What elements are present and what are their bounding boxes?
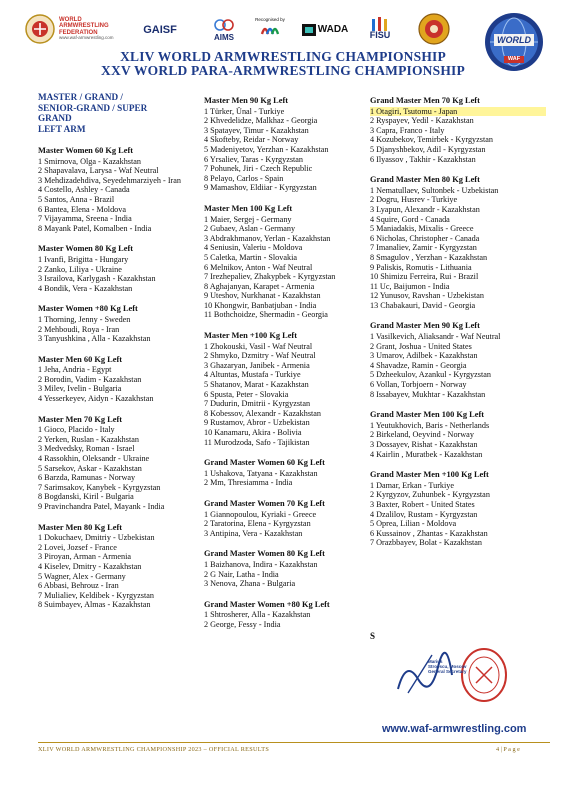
result-entry: 2 Mm, Thresiamma - India [204,478,293,488]
result-entry: 1 Nematullaev, Sultonbek - Uzbekistan [370,185,499,195]
footer-text: XLIV WORLD ARMWRESTLING CHAMPIONSHIP 2023 – OFFICIAL RESULTS [38,746,270,753]
title-line-1: XLIV WORLD ARMWRESTLING CHAMPIONSHIP [120,49,446,64]
result-entry: 4 Yesserkeyev, Aidyn - Kazakhstan [38,394,154,404]
group-title: Master Women 80 Kg Left [38,244,134,254]
result-group [370,321,546,399]
category-heading-line: GRAND [38,113,72,123]
results-column-3 [370,96,546,559]
result-entry: 3 Umarov, Adilbek - Kazakhstan [370,351,478,361]
result-entry: 8 Aghajanyan, Karapet - Armenia [204,281,315,291]
group-title: Master Men 70 Kg Left [38,414,123,424]
result-entry: 1 Maier, Sergej - Germany [204,214,292,224]
results-column-2 [204,96,370,641]
emblem-logo [417,12,451,46]
result-entry: 7 Pohunek, Jiri - Czech Republic [204,164,313,174]
waf-logo: WORLD ARMWRESTLING FEDERATION www.waf-armwrestling.com [59,17,114,41]
result-entry: 6 Yrsaliev, Taras - Kyrgyzstan [204,154,304,164]
stamp-icon [392,645,512,705]
result-entry: 2 Birkeland, Oeyvind - Norway [370,430,474,440]
group-title: Grand Master Men 70 Kg Left [370,96,480,105]
result-entry: 4 Bondik, Vera - Kazakhstan [38,283,133,293]
group-title: Grand Master Women +80 Kg Left [204,599,330,609]
result-group [370,96,546,164]
result-entry: 6 Abbasi, Behrouz - Iran [38,581,119,591]
group-title: Grand Master Women 60 Kg Left [204,458,325,468]
result-entry: 2 Gubaev, Aslan - Germany [204,224,296,234]
result-entry: 2 Borodin, Vadim - Kazakhstan [38,374,142,384]
result-entry: 8 Mayank Patel, Komalben - India [38,223,152,233]
result-entry: 9 Uteshov, Nurkhanat - Kazakhstan [204,291,321,301]
result-entry: 3 Capra, Franco - Italy [370,125,445,135]
result-entry: 5 Wagner, Alex - Germany [38,571,126,581]
result-entry: 2 Yerken, Ruslan - Kazakhstan [38,434,139,444]
group-title: Master Men 90 Kg Left [204,96,289,105]
result-entry: 8 Bogdanski, Kiril - Bulgaria [38,492,134,502]
result-entry: 2 Zanko, Liliya - Ukraine [38,264,122,274]
result-entry: 6 Melnikov, Anton - Waf Neutral [204,262,313,272]
result-entry: 10 Kanamaru, Akira - Bolivia [204,428,302,437]
category-heading-line: SENIOR-GRAND / SUPER [38,102,148,113]
result-entry: 3 Milev, Ivelin - Bulgaria [38,384,122,394]
result-entry: 3 Dossayev, Rishat - Kazakhstan [370,440,478,449]
group-title: Grand Master Women 80 Kg Left [204,549,325,559]
result-entry: 9 Paliskis, Romutis - Lithuania [370,262,472,272]
result-entry: 5 Oprea, Lilian - Moldova [370,519,457,529]
result-entry: 9 Pravinchandra Patel, Mayank - India [38,502,165,511]
results-column-1 [38,92,203,621]
result-entry: 1 Damar, Erkan - Turkiye [370,480,455,490]
signature-caption [428,659,467,674]
result-group [38,415,203,512]
result-entry: 2 Lovei, Jozsef - France [38,542,117,552]
result-entry: 2 George, Fessy - India [204,619,281,629]
result-entry: 3 Antipina, Vera - Kazakhstan [204,528,303,538]
result-entry: 3 Medvedsky, Roman - Israel [38,444,135,454]
result-group [38,355,203,404]
result-group [204,458,370,488]
result-entry: 5 Shatanov, Marat - Kazakhstan [204,380,309,390]
result-entry: 12 Yunusov, Ravshan - Uzbekistan [370,291,484,301]
wada-logo: WADA [301,22,349,38]
stray-letter: S [370,631,376,641]
group-title: Grand Master Women 70 Kg Left [204,498,325,508]
footer-divider [38,742,550,743]
agitos-icon [259,22,281,40]
group-title: Grand Master Men +100 Kg Left [370,470,489,480]
result-entry: 1 Türker, Ünal - Turkiye [204,106,285,116]
group-title: Master Men 100 Kg Left [204,203,293,213]
result-entry: 9 Rustamov, Abror - Uzbekistan [204,418,310,428]
aims-logo: AIMS [207,12,241,46]
results-columns [38,92,550,732]
result-entry: 3 Tanyushkina , Alla - Kazakhstan [38,334,151,344]
result-entry: 1 Yeutukhovich, Baris - Netherlands [370,420,490,430]
result-entry: 13 Chabakauri, David - Georgia [370,300,476,310]
result-entry: 1 Giannopoulou, Kyriaki - Greece [204,509,317,519]
result-entry: 8 Pelayo, Carlos - Spain [204,173,284,183]
result-entry: 3 Piroyan, Arman - Armenia [38,552,131,562]
result-entry: 7 Orazbbayev, Bolat - Kazakhstan [370,538,483,548]
result-entry: 5 Maniadakis, Mixalis - Greece [370,224,474,234]
result-entry: 2 Dogru, Husrev - Turkiye [370,195,458,205]
wada-icon [302,24,316,36]
group-title: Grand Master Men 90 Kg Left [370,321,480,331]
result-entry: 1 Thorning, Jenny - Sweden [38,314,131,324]
category-heading-line: MASTER / GRAND / [38,92,123,102]
fisu-icon [370,17,390,31]
result-group [204,600,370,630]
logo-word-waf: WAF [507,56,521,62]
group-title: Master Women 60 Kg Left [38,146,134,155]
result-entry: 1 Zhokouski, Vasil - Waf Neutral [204,341,313,351]
result-entry: 4 Kiselev, Dmitry - Kazakhstan [38,561,142,571]
result-group [38,146,203,233]
result-group [370,410,546,459]
document-title [0,50,566,78]
group-title: Master Men 80 Kg Left [38,522,123,532]
result-entry: 2 Ryspayev, Yedil - Kazakhstan [370,116,474,126]
group-title: Grand Master Men 100 Kg Left [370,410,485,420]
website-link[interactable]: www.waf-armwrestling.com [382,723,527,735]
result-entry: 7 Imanaliev, Zamir - Kyrgyzstan [370,243,477,253]
result-group [38,304,203,343]
aims-icon [214,16,234,34]
result-group [204,96,370,193]
result-entry: 1 Ushakova, Tatyana - Kazakhstan [204,468,318,478]
result-entry: 3 Ghazaryan, Janibek - Armenia [204,360,310,370]
result-entry: 1 Gioco, Placido - Italy [38,425,115,435]
result-group [204,331,370,447]
result-entry: 2 Taratorina, Elena - Kyrgyzstan [204,519,311,529]
title-line-2: XXV WORLD PARA-ARMWRESTLING CHAMPIONSHIP [101,63,465,78]
result-entry: 2 Shapavalava, Larysa - Waf Neutral [38,166,159,176]
result-entry: 2 Mehboudi, Roya - Iran [38,324,120,334]
result-entry: 10 Khongwir, Banbatjuban - India [204,300,317,310]
gaisf-logo: GAISF [143,24,177,37]
group-title: Grand Master Men 80 Kg Left [370,175,480,185]
result-entry: 3 Israilova, Karlygash - Kazakhstan [38,274,156,284]
result-entry: 6 Vollan, Torbjoern - Norway [370,380,467,390]
result-entry: 8 Kobessov, Alexandr - Kazakhstan [204,408,322,418]
result-entry: 6 Bantea, Elena - Moldova [38,204,126,214]
result-entry: 3 Nenova, Zhana - Bulgaria [204,579,296,589]
result-entry: 6 Nicholas, Christopher - Canada [370,233,480,243]
result-entry: 1 Vasilkevich, Aliaksandr - Waf Neutral [370,332,501,342]
group-title: Master Men 60 Kg Left [38,354,123,364]
fisu-logo: FISU [363,14,397,44]
signature-line: General Secretary [428,669,467,674]
result-entry: 2 G Nair, Latha - India [204,569,279,579]
result-entry: 4 Shavadze, Ramin - Georgia [370,360,467,370]
result-entry: 8 Smagulov , Yerzhan - Kazakhstan [370,252,488,262]
result-entry: 10 Shimizu Ferreira, Rui - Brazil [370,272,479,282]
result-entry: 7 Dudurin, Dmitrii - Kyrgyzstan [204,399,311,409]
result-entry: 3 Abdrakhmanov, Yerlan - Kazakhstan [204,233,331,243]
crest-icon [418,13,450,45]
category-heading-line: LEFT ARM [38,123,86,134]
result-group [370,175,546,310]
result-group [38,244,203,293]
result-group [204,204,370,320]
result-entry: 5 Madeniyetov, Yerzhan - Kazakhstan [204,144,329,154]
result-entry: 3 Spatayev, Timur - Kazakhstan [204,125,309,135]
result-entry: 1 Smirnova, Olga - Kazakhstan [38,156,141,166]
signature-line: Marius [428,659,443,664]
result-entry: 5 Santos, Anna - Brazil [38,194,115,204]
result-entry: 9 Mamashov, Eldiiar - Kyrgyzstan [204,183,317,193]
result-entry: 3 Baxter, Robert - United States [370,499,475,509]
result-entry: 2 Grant, Joshua - United States [370,341,472,351]
result-group [204,549,370,588]
result-entry: 5 Caletka, Martin - Slovakia [204,252,297,262]
category-heading [38,92,203,134]
result-entry: 2 Khvedelidze, Malkhaz - Georgia [204,116,318,126]
result-entry: 11 Uc, Baijumon - India [370,281,450,291]
result-entry: 4 Kairlin , Muratbek - Kazakhstan [370,449,483,459]
result-entry: 1 Shtrosherer, Alla - Kazakhstan [204,610,311,620]
logo-word-world: WORLD [497,35,531,45]
result-entry: 4 Skofteby, Reidar - Norway [204,135,299,145]
result-entry: 8 Issabayev, Mukhtar - Kazakhstan [370,389,486,399]
result-group [204,499,370,538]
result-entry: 2 Shmyko, Dzmitry - Waf Neutral [204,351,316,361]
result-entry: 5 Djanyshbekov, Adil - Kyrgyzstan [370,144,486,154]
group-title: Master Women +80 Kg Left [38,304,138,314]
signature-stamp [370,631,512,705]
result-entry: 6 Barzda, Ramunas - Norway [38,473,136,483]
result-entry: 2 Kyrgyzov, Zuhunbek - Kyrgyzstan [370,490,490,500]
sponsor-logos [25,12,505,48]
result-entry: 11 Bothchoidze, Shermadin - Georgia [204,310,328,320]
result-entry: 5 Sarsekov, Askar - Kazakhstan [38,463,142,473]
result-entry: 8 Suimbayev, Almas - Kazakhstan [38,600,151,610]
waf-emblem-icon [25,12,55,46]
result-entry: 7 Sarimsakov, Kanybek - Kyrgyzstan [38,482,161,492]
result-entry: 7 Irezhepaliev, Zhakypbek - Kyrgyzstan [204,272,336,282]
signature-line: Stroescu, Moscov [428,664,467,669]
result-entry: 4 Rassokhin, Oleksandr - Ukraine [38,454,150,464]
result-entry: 5 Dzheekulov, Azankul - Kyrgyzstan [370,370,491,380]
result-entry: 3 Lyapun, Alexandr - Kazakhstan [370,204,480,214]
result-entry: 6 Ilyassov , Takhir - Kazakhstan [370,154,476,164]
paralympic-logo: Recognised by [250,12,290,46]
result-entry: 3 Mehdizadehdiva, Seyedehmarziyeh - Iran [38,175,181,185]
result-entry: 4 Squire, Gord - Canada [370,214,450,224]
result-entry: 7 Mulialiev, Keldibek - Kyrgyzstan [38,590,154,600]
result-entry: 1 Otagiri, Tsutomu - Japan [370,107,546,117]
result-entry: 1 Baizhanova, Indira - Kazakhstan [204,559,318,569]
result-entry: 4 Costello, Ashley - Canada [38,185,130,195]
result-group [370,470,546,548]
result-entry: 1 Jeha, Andria - Egypt [38,365,112,375]
result-entry: 11 Murodzoda, Safo - Tajikistan [204,437,310,447]
result-entry: 6 Spusta, Peter - Slovakia [204,389,289,399]
page-number: 4 | P a g e [496,746,520,753]
result-entry: 7 Vijayamma, Sreena - India [38,214,132,224]
result-entry: 4 Kozubekov, Temirbek - Kyrgyzstan [370,135,493,145]
result-entry: 1 Ivanfi, Brigitta - Hungary [38,254,129,264]
result-entry: 4 Altuntas, Mustafa - Turkiye [204,370,301,380]
group-title: Master Men +100 Kg Left [204,331,297,341]
result-entry: 6 Kussainov , Zhantas - Kazakhstan [370,528,488,538]
result-group [38,523,203,610]
result-entry: 1 Dokuchaev, Dmitriy - Uzbekistan [38,533,155,543]
result-entry: 4 Dzalilov, Rustam - Kyrgyzstan [370,509,478,519]
result-entry: 4 Seniusin, Valeriu - Moldova [204,243,303,253]
